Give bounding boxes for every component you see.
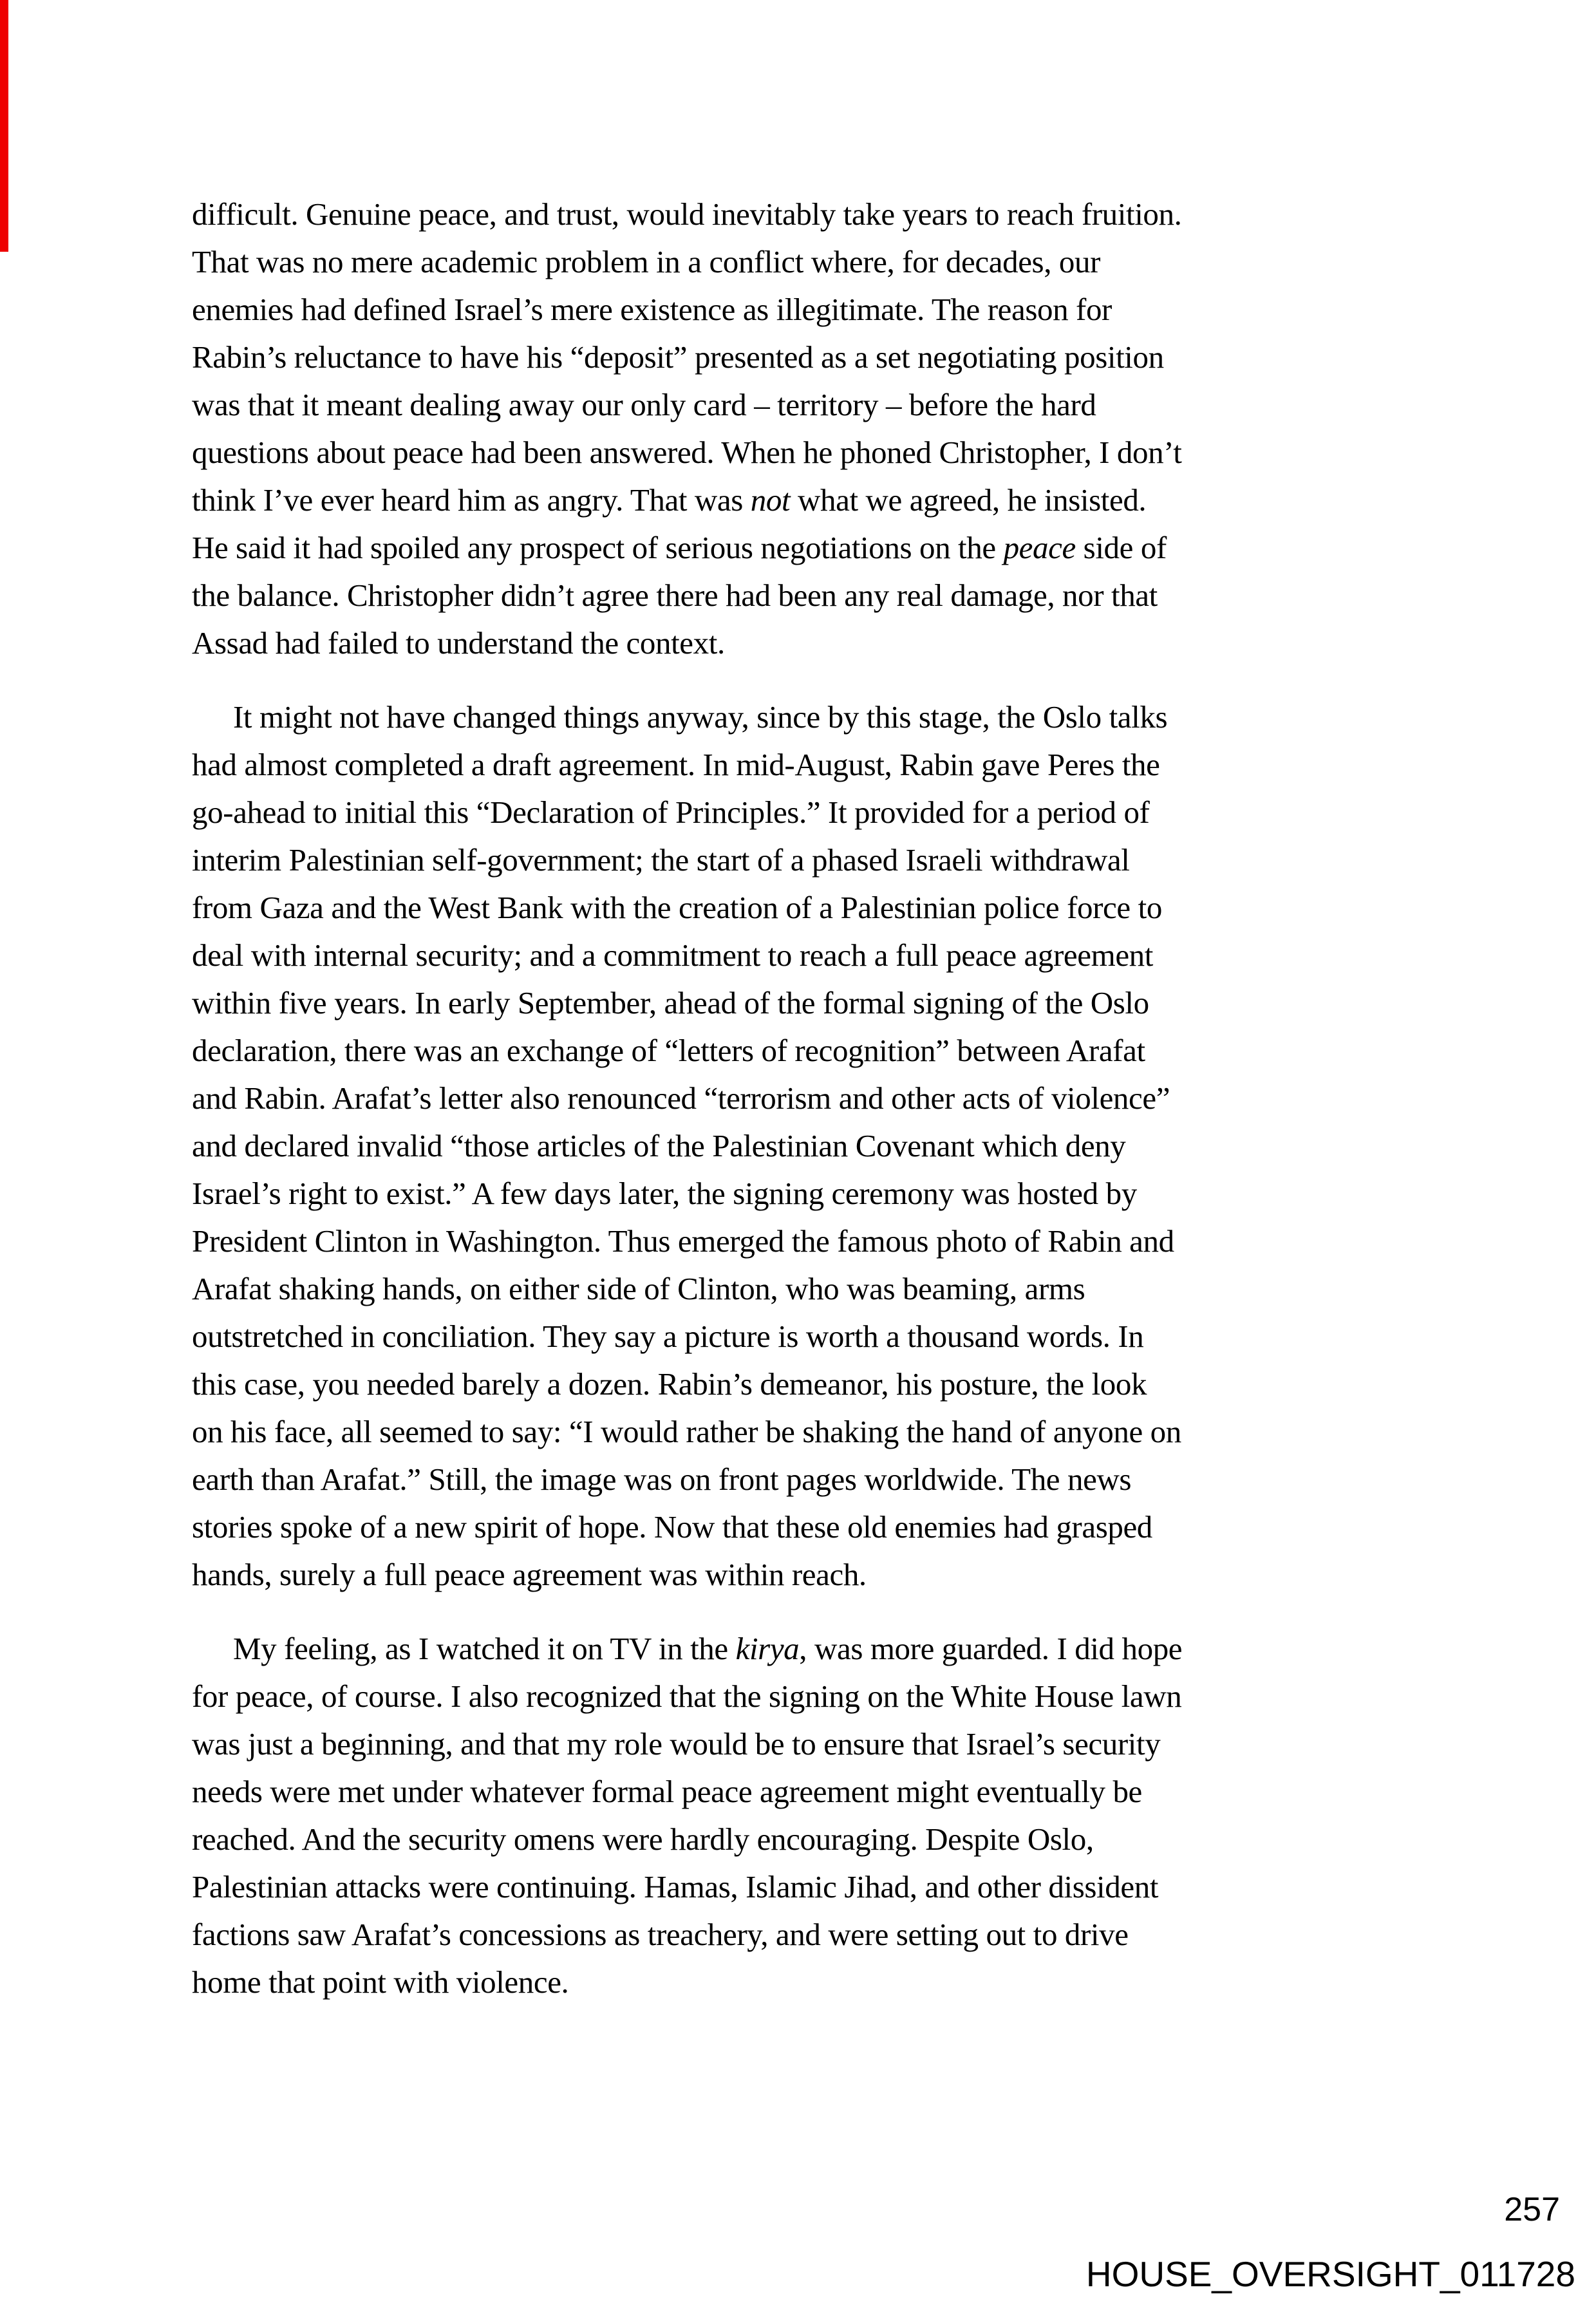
text-line: and declared invalid “those articles of the Palestinian Covenant which deny xyxy=(192,1128,1126,1163)
text-line: Palestinian attacks were continuing. Hamas, Islamic Jihad, and other dissident xyxy=(192,1869,1159,1904)
paragraph xyxy=(192,693,1415,1599)
text-line: within five years. In early September, ahead of the formal signing of the Oslo xyxy=(192,985,1149,1020)
text-line: think I’ve ever heard him as angry. That was not what we agreed, he insisted. xyxy=(192,482,1147,518)
text-line: stories spoke of a new spirit of hope. Now that these old enemies had grasped xyxy=(192,1509,1152,1545)
text-line: needs were met under whatever formal peace agreement might eventually be xyxy=(192,1774,1142,1809)
text-line: the balance. Christopher didn’t agree there had been any real damage, nor that xyxy=(192,578,1158,613)
text-line: go-ahead to initial this “Declaration of Principles.” It provided for a period of xyxy=(192,794,1150,830)
text-line: My feeling, as I watched it on TV in the kirya, was more guarded. I did hope xyxy=(233,1631,1183,1666)
paragraph xyxy=(192,191,1415,667)
text-line: Rabin’s reluctance to have his “deposit” presented as a set negotiating position xyxy=(192,339,1164,375)
text-line: He said it had spoiled any prospect of serious negotiations on the peace side of xyxy=(192,530,1167,565)
text-line: from Gaza and the West Bank with the creation of a Palestinian police force to xyxy=(192,890,1162,925)
italic-text: peace xyxy=(1003,530,1076,565)
text-line: on his face, all seemed to say: “I would rather be shaking the hand of anyone on xyxy=(192,1414,1181,1449)
text-line: this case, you needed barely a dozen. Rabin’s demeanor, his posture, the look xyxy=(192,1366,1147,1402)
italic-text: kirya xyxy=(735,1631,800,1666)
text-line: difficult. Genuine peace, and trust, would inevitably take years to reach fruition. xyxy=(192,196,1182,232)
text-line: was that it meant dealing away our only card – territory – before the hard xyxy=(192,387,1096,422)
text-line: That was no mere academic problem in a conflict where, for decades, our xyxy=(192,244,1101,279)
text-line: It might not have changed things anyway, since by this stage, the Oslo talks xyxy=(233,699,1168,735)
text-line: enemies had defined Israel’s mere existence as illegitimate. The reason for xyxy=(192,292,1112,327)
text-line: Israel’s right to exist.” A few days later, the signing ceremony was hosted by xyxy=(192,1176,1137,1211)
text-line: reached. And the security omens were hardly encouraging. Despite Oslo, xyxy=(192,1821,1094,1857)
left-edge-red-mark xyxy=(0,0,8,252)
text-line: factions saw Arafat’s concessions as treachery, and were setting out to drive xyxy=(192,1917,1129,1952)
paragraph xyxy=(192,1625,1415,2006)
text-line: had almost completed a draft agreement. In mid-August, Rabin gave Peres the xyxy=(192,747,1160,782)
bates-stamp: HOUSE_OVERSIGHT_011728 xyxy=(1085,2254,1575,2294)
page-number: 257 xyxy=(1504,2191,1560,2228)
text-line: for peace, of course. I also recognized that the signing on the White House lawn xyxy=(192,1678,1182,1714)
text-line: deal with internal security; and a commitment to reach a full peace agreement xyxy=(192,937,1153,973)
page-body-text xyxy=(192,191,1415,2006)
text-line: questions about peace had been answered. When he phoned Christopher, I don’t xyxy=(192,435,1182,470)
text-line: earth than Arafat.” Still, the image was on front pages worldwide. The news xyxy=(192,1462,1132,1497)
text-line: Assad had failed to understand the context. xyxy=(192,625,725,661)
text-line: President Clinton in Washington. Thus emerged the famous photo of Rabin and xyxy=(192,1223,1174,1259)
text-line: outstretched in conciliation. They say a picture is worth a thousand words. In xyxy=(192,1319,1144,1354)
text-line: home that point with violence. xyxy=(192,1964,569,2000)
text-line: declaration, there was an exchange of “letters of recognition” between Arafat xyxy=(192,1033,1145,1068)
text-line: was just a beginning, and that my role would be to ensure that Israel’s security xyxy=(192,1726,1161,1762)
text-line: interim Palestinian self-government; the start of a phased Israeli withdrawal xyxy=(192,842,1130,878)
text-line: Arafat shaking hands, on either side of Clinton, who was beaming, arms xyxy=(192,1271,1085,1306)
text-line: hands, surely a full peace agreement was within reach. xyxy=(192,1557,867,1592)
italic-text: not xyxy=(750,482,791,518)
text-line: and Rabin. Arafat’s letter also renounced “terrorism and other acts of violence” xyxy=(192,1080,1170,1116)
